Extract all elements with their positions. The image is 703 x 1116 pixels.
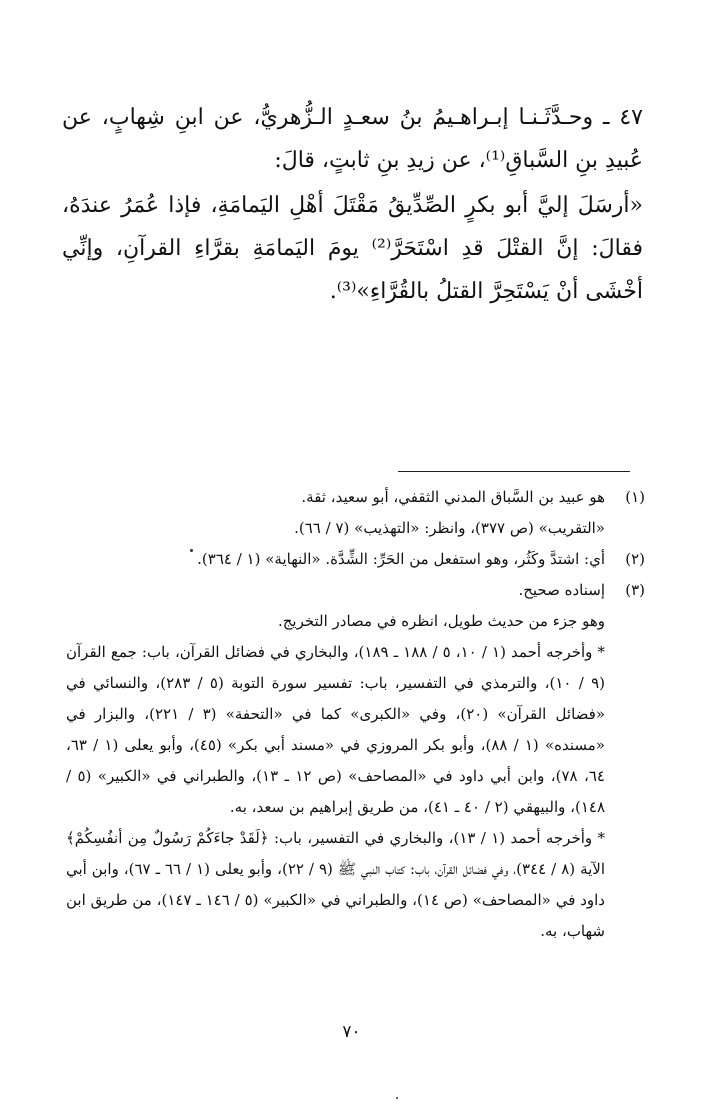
- footnote-separator: [398, 471, 630, 472]
- footnote-line: * وأخرجه أحمد (١ / ١٣)، والبخاري في التفسير، باب: ﴿لَقَدْ جاءَكُمْ رَسُولٌ مِن أنفُسِكُمْ﴾ الآية (٨ / ٣٤٤)، وفي فضائل القرآن، باب: كتاب النبي ﷺ (٩ / ٢٢)، وأبو يعلى (١ / ٦٦ ـ ٦٧)، وابن أبي داود في «المصاحف» (ص ١٤)، والطبراني في «الكبير» (٥ / ١٤٦ ـ ١٤٧)، من طريق ابن شهاب، به.: [66, 829, 606, 940]
- footnote-body: [66, 575, 605, 947]
- hadith-matn: «أرسَلَ إليَّ أبو بكرٍ الصِّدِّيقُ مَقْتَلَ أهْلِ اليَمامَةِ، فإذا عُمَرُ عندَهُ، فقالَ: إنَّ القتْلَ قدِ اسْتَحَرَّ⁽²⁾ يومَ اليَمامَةِ بقرَّاءِ القرآنِ، وإنِّي أخْشَى أنْ يَسْتَحِرَّ القتلُ بالقُرَّاءِ»⁽³⁾.: [62, 193, 643, 304]
- footnote-line: * وأخرجه أحمد (١ / ١٠، ٥ / ١٨٨ ـ ١٨٩)، والبخاري في فضائل القرآن، باب: جمع القرآن (٩ / ١٠)، والترمذي في التفسير، باب: تفسير سورة التوبة (٥ / ٢٨٣)، والنسائي في «فضائل القرآن» (٢٠)، وفي «الكبرى» كما في «التحفة» (٣ / ٢٢١)، والبزار في «مسنده» (١ / ٨٨)، وأبو بكر المروزي في «مسند أبي بكر» (٤٥)، وأبو يعلى (١ / ٦٣، ٦٤، ٧٨)، وابن أبي داود في «المصاحف» (ص ١٢ ـ ١٣)، والطبراني في «الكبير» (٥ / ١٤٨)، والبيهقي (٢ / ٤٠ ـ ٤١)، من طريق إبراهيم بن سعد، به.: [66, 643, 606, 816]
- footnote-body: [66, 482, 605, 544]
- print-speck: [396, 1097, 398, 1099]
- page-number: ٧٠: [342, 1022, 361, 1042]
- print-speck: [190, 549, 193, 552]
- hadith-block: [62, 96, 643, 313]
- footnote-1: [66, 482, 645, 544]
- hadith-isnad: ٤٧ ـ وحـدَّثَـنـا إبـراهـيمُ بنُ سعـدٍ الـزُّهريُّ، عن ابنِ شِهابٍ، عن عُبيدِ بنِ السَّباقِ⁽¹⁾، عن زيدِ بنِ ثابتٍ، قالَ:: [62, 105, 643, 173]
- footnote-number: (٣): [625, 581, 645, 599]
- footnote-2: [66, 544, 645, 575]
- footnote-line: هو عبيد بن السَّباق المدني الثقفي، أبو سعيد، ثقة.: [301, 488, 605, 506]
- footnotes: [66, 482, 645, 947]
- footnote-line: أي: اشتدَّ وكَثُر، وهو استفعل من الحَرِّ: الشِّدَّة. «النهاية» (١ / ٣٦٤).: [197, 550, 605, 568]
- footnote-body: [66, 544, 605, 575]
- footnote-line: إسناده صحيح.: [518, 581, 605, 599]
- footnote-number: (١): [625, 488, 645, 506]
- footnote-line: «التقريب» (ص ٣٧٧)، وانظر: «التهذيب» (٧ / ٦٦).: [294, 519, 605, 537]
- footnote-number: (٢): [625, 550, 645, 568]
- footnote-line: وهو جزء من حديث طويل، انظره في مصادر التخريج.: [277, 612, 605, 630]
- footnote-3: [66, 575, 645, 947]
